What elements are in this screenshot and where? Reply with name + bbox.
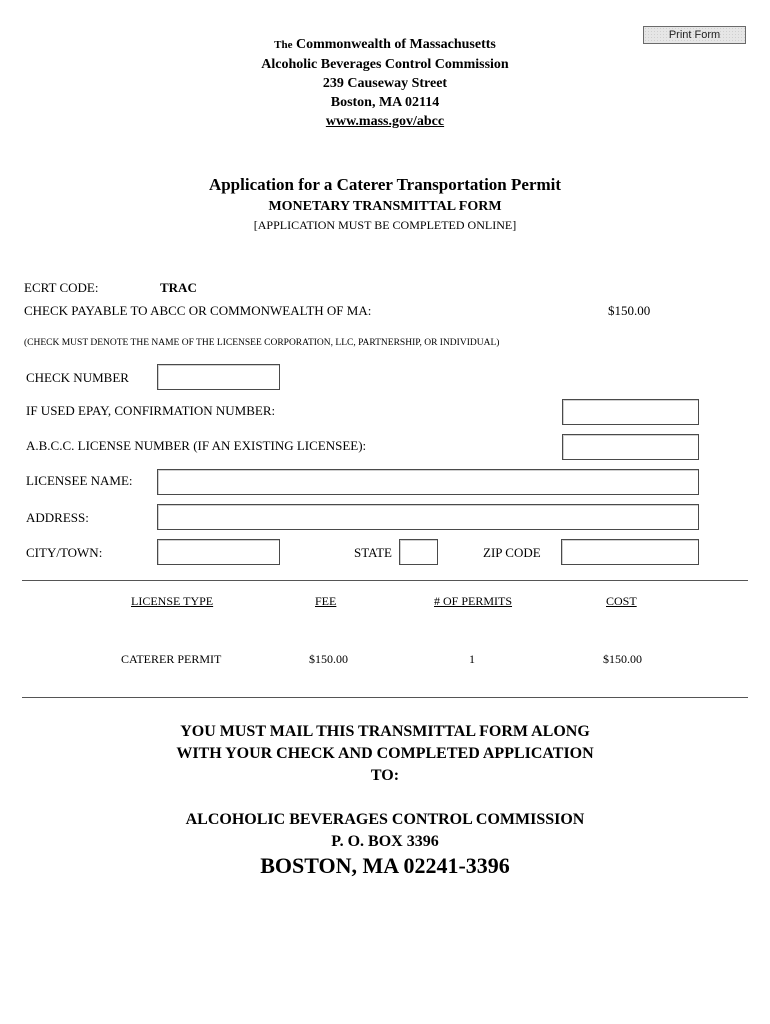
ecrt-code-value: TRAC: [160, 280, 197, 295]
header-cost: COST: [606, 594, 637, 608]
row-cost: $150.00: [603, 652, 642, 666]
website-link[interactable]: www.mass.gov/abcc: [325, 114, 445, 129]
check-payable-label: CHECK PAYABLE TO ABCC OR COMMONWEALTH OF MA:: [24, 303, 372, 318]
license-number-input[interactable]: [562, 434, 699, 460]
address-input[interactable]: [157, 504, 699, 530]
street-address: 239 Causeway Street: [322, 76, 448, 91]
check-payable-amount: $150.00: [608, 303, 651, 318]
header-num-permits: # OF PERMITS: [434, 594, 513, 608]
state-label: STATE: [354, 545, 392, 560]
licensee-name-label: LICENSEE NAME:: [26, 473, 133, 488]
mail-instruction-3: TO:: [370, 767, 400, 784]
check-number-input[interactable]: [157, 364, 280, 390]
license-number-label: A.B.C.C. LICENSE NUMBER (IF AN EXISTING LICENSEE):: [26, 438, 367, 453]
header-block: [0, 35, 770, 131]
epay-confirmation-input[interactable]: [562, 399, 699, 425]
zip-label: ZIP CODE: [483, 545, 541, 560]
the-word: The: [274, 39, 293, 51]
header-fee: FEE: [315, 594, 337, 608]
mail-address-3: BOSTON, MA 02241-3396: [260, 853, 510, 878]
commonwealth-line: [0, 35, 770, 55]
form-title: Application for a Caterer Transportation Permit: [208, 175, 562, 194]
city-input[interactable]: [157, 539, 280, 565]
check-number-label: CHECK NUMBER: [26, 370, 129, 385]
state-input[interactable]: [399, 539, 438, 565]
commission-name: Alcoholic Beverages Control Commission: [261, 57, 509, 72]
zip-input[interactable]: [561, 539, 699, 565]
mail-instruction-2: WITH YOUR CHECK AND COMPLETED APPLICATION: [176, 745, 594, 762]
online-note: [APPLICATION MUST BE COMPLETED ONLINE]: [253, 218, 517, 232]
mail-address-1: ALCOHOLIC BEVERAGES CONTROL COMMISSION: [185, 811, 585, 828]
row-license-type: CATERER PERMIT: [121, 652, 222, 666]
address-label: ADDRESS:: [26, 510, 89, 525]
divider-bottom: [22, 697, 748, 698]
city-address: Boston, MA 02114: [330, 95, 440, 110]
commonwealth-name: Commonwealth of Massachusetts: [295, 37, 496, 52]
epay-label: IF USED EPAY, CONFIRMATION NUMBER:: [26, 403, 276, 418]
form-subtitle: MONETARY TRANSMITTAL FORM: [268, 199, 502, 214]
header-license-type: LICENSE TYPE: [131, 594, 214, 608]
licensee-name-input[interactable]: [157, 469, 699, 495]
row-fee: $150.00: [309, 652, 348, 666]
mail-address-2: P. O. BOX 3396: [331, 833, 439, 850]
mail-instruction-1: YOU MUST MAIL THIS TRANSMITTAL FORM ALONG: [180, 723, 590, 740]
check-note: (CHECK MUST DENOTE THE NAME OF THE LICENSEE CORPORATION, LLC, PARTNERSHIP, OR INDIVIDUAL): [24, 338, 500, 348]
ecrt-code-label: ECRT CODE:: [24, 280, 99, 295]
divider-top: [22, 580, 748, 581]
row-num-permits: 1: [469, 652, 475, 666]
city-label: CITY/TOWN:: [26, 545, 103, 560]
print-form-button[interactable]: Print Form: [643, 26, 746, 44]
